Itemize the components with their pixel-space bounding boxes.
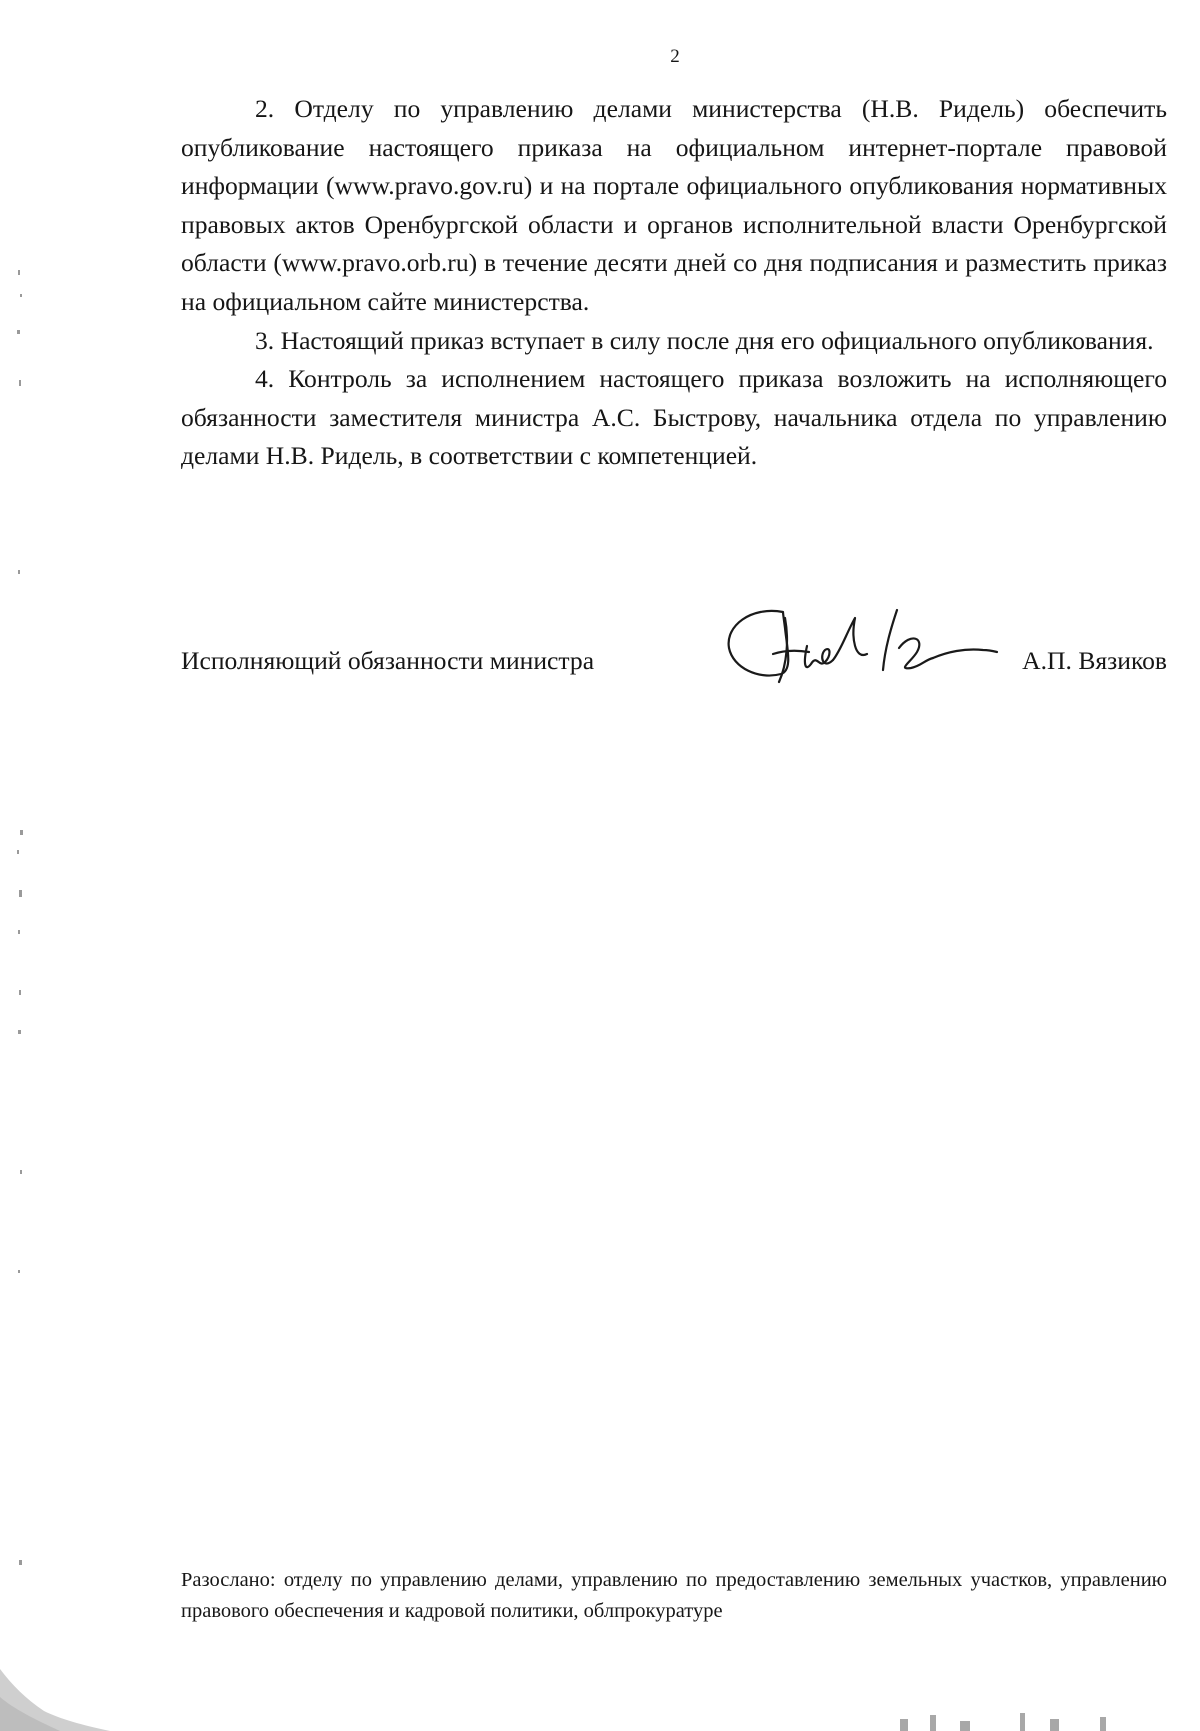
paragraph-control: 4. Контроль за исполнением настоящего приказа возложить на исполняющего обязанности заместителя министра А.С. Быстрову, начальника отдела по управлению делами Н.В. Ридель, в соответствии с компетенцией. — [181, 364, 1167, 471]
distribution-list: Разослано: отделу по управлению делами, управлению по предоставлению земельных участков, управлению правового обеспечения и кадровой политики, облпрокуратуре — [181, 1569, 1167, 1622]
scan-corner-shadow — [0, 1651, 110, 1731]
paragraph-publication: 2. Отделу по управлению делами министерства (Н.В. Ридель) обеспечить опубликование настоящего приказа на официальном интернет-портале правовой информации (www.pravo.gov.ru) и на портале официального опубликования нормативных правовых актов Оренбургской области и органов исполнительной власти Оренбургской области (www.pravo.orb.ru) в течение десяти дней со дня подписания и разместить приказ на официальном сайте министерства. — [181, 94, 1167, 316]
handwritten-signature — [721, 598, 1001, 690]
scan-noise-left-edge — [14, 270, 26, 1600]
scan-noise-bottom-edge — [900, 1709, 1140, 1731]
signer-name: А.П. Вязиков — [1022, 646, 1167, 675]
signature-block — [181, 598, 1167, 688]
signer-title: Исполняющий обязанности министра — [181, 646, 595, 675]
page-number: 2 — [670, 46, 680, 67]
document-body — [181, 90, 1167, 476]
paragraph-entry-into-force: 3. Настоящий приказ вступает в силу после дня его официального опубликования. — [255, 325, 1154, 355]
